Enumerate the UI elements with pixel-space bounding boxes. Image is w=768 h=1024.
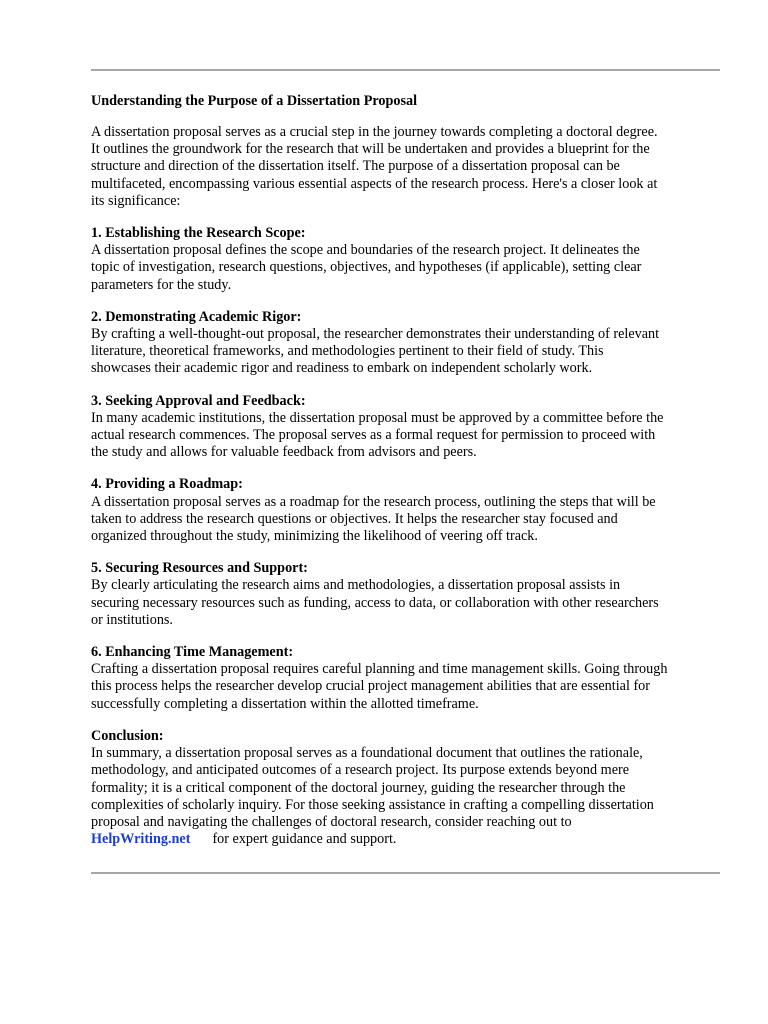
section-line: or institutions. bbox=[91, 611, 173, 628]
conclusion-line: In summary, a dissertation proposal serves as a foundational document that outlines the rationale, bbox=[91, 745, 643, 762]
section-line: securing necessary resources such as funding, access to data, or collaboration with other researchers bbox=[91, 594, 659, 611]
conclusion-body bbox=[91, 745, 723, 848]
section-resources-support bbox=[91, 560, 723, 629]
section-heading: 4. Providing a Roadmap: bbox=[91, 476, 243, 493]
conclusion-line: formality; it is a critical component of the doctoral journey, guiding the researcher through the bbox=[91, 779, 626, 796]
section-body bbox=[91, 326, 723, 378]
section-line: showcases their academic rigor and readiness to embark on independent scholarly work. bbox=[91, 360, 593, 377]
section-research-scope bbox=[91, 225, 723, 294]
section-heading: 3. Seeking Approval and Feedback: bbox=[91, 392, 306, 409]
intro-paragraph bbox=[91, 124, 723, 210]
section-line: A dissertation proposal defines the scope and boundaries of the research project. It delineates the bbox=[91, 242, 640, 259]
helpwriting-link[interactable]: HelpWriting.net bbox=[91, 831, 191, 848]
section-line: this process helps the researcher develop crucial project management abilities that are essential for bbox=[91, 678, 650, 695]
section-line: taken to address the research questions or objectives. It helps the researcher stay focused and bbox=[91, 510, 618, 527]
section-line: successfully completing a dissertation within the allotted timeframe. bbox=[91, 695, 479, 712]
section-body bbox=[91, 661, 723, 713]
section-approval-feedback bbox=[91, 393, 723, 462]
conclusion-link-line bbox=[91, 831, 723, 848]
section-line: organized throughout the study, minimizing the likelihood of veering off track. bbox=[91, 528, 538, 545]
section-line: In many academic institutions, the dissertation proposal must be approved by a committee before the bbox=[91, 409, 664, 426]
section-body bbox=[91, 242, 723, 294]
section-line: the study and allows for valuable feedback from advisors and peers. bbox=[91, 444, 477, 461]
top-divider bbox=[91, 69, 720, 71]
conclusion-line: complexities of scholarly inquiry. For those seeking assistance in crafting a compelling dissertation bbox=[91, 796, 654, 813]
section-roadmap bbox=[91, 476, 723, 545]
conclusion-line: proposal and navigating the challenges of doctoral research, consider reaching out to bbox=[91, 813, 572, 830]
section-line: By clearly articulating the research aims and methodologies, a dissertation proposal assists in bbox=[91, 577, 621, 594]
section-line: topic of investigation, research questions, objectives, and hypotheses (if applicable), setting clear bbox=[91, 259, 642, 276]
section-time-management bbox=[91, 644, 723, 713]
section-heading: 5. Securing Resources and Support: bbox=[91, 560, 308, 577]
intro-line: multifaceted, encompassing various essential aspects of the research process. Here's a closer look at bbox=[91, 175, 658, 192]
section-line: A dissertation proposal serves as a roadmap for the research process, outlining the steps that will be bbox=[91, 493, 656, 510]
section-body bbox=[91, 494, 723, 546]
section-line: By crafting a well-thought-out proposal, the researcher demonstrates their understanding of relevant bbox=[91, 326, 660, 343]
conclusion-tail-text: for expert guidance and support. bbox=[212, 831, 397, 848]
section-heading: 6. Enhancing Time Management: bbox=[91, 644, 294, 661]
intro-line: structure and direction of the dissertation itself. The purpose of a dissertation proposal can be bbox=[91, 158, 620, 175]
section-heading: 2. Demonstrating Academic Rigor: bbox=[91, 308, 302, 325]
document-body bbox=[91, 93, 723, 863]
section-body bbox=[91, 577, 723, 629]
section-line: Crafting a dissertation proposal requires careful planning and time management skills. Going through bbox=[91, 661, 668, 678]
section-body bbox=[91, 410, 723, 462]
section-academic-rigor bbox=[91, 309, 723, 378]
section-line: literature, theoretical frameworks, and methodologies pertinent to their field of study. This bbox=[91, 343, 604, 360]
section-conclusion bbox=[91, 728, 723, 848]
document-title: Understanding the Purpose of a Dissertation Proposal bbox=[91, 93, 418, 109]
section-line: parameters for the study. bbox=[91, 276, 232, 293]
intro-line: It outlines the groundwork for the research that will be undertaken and provides a blueprint for the bbox=[91, 141, 650, 158]
conclusion-line: methodology, and anticipated outcomes of a research project. Its purpose extends beyond mere bbox=[91, 762, 630, 779]
intro-line: A dissertation proposal serves as a crucial step in the journey towards completing a doctoral degree. bbox=[91, 124, 658, 140]
section-heading: 1. Establishing the Research Scope: bbox=[91, 225, 306, 242]
intro-line: its significance: bbox=[91, 192, 181, 209]
conclusion-heading: Conclusion: bbox=[91, 727, 164, 744]
section-line: actual research commences. The proposal serves as a formal request for permission to proceed with bbox=[91, 427, 656, 444]
bottom-divider bbox=[91, 872, 720, 874]
